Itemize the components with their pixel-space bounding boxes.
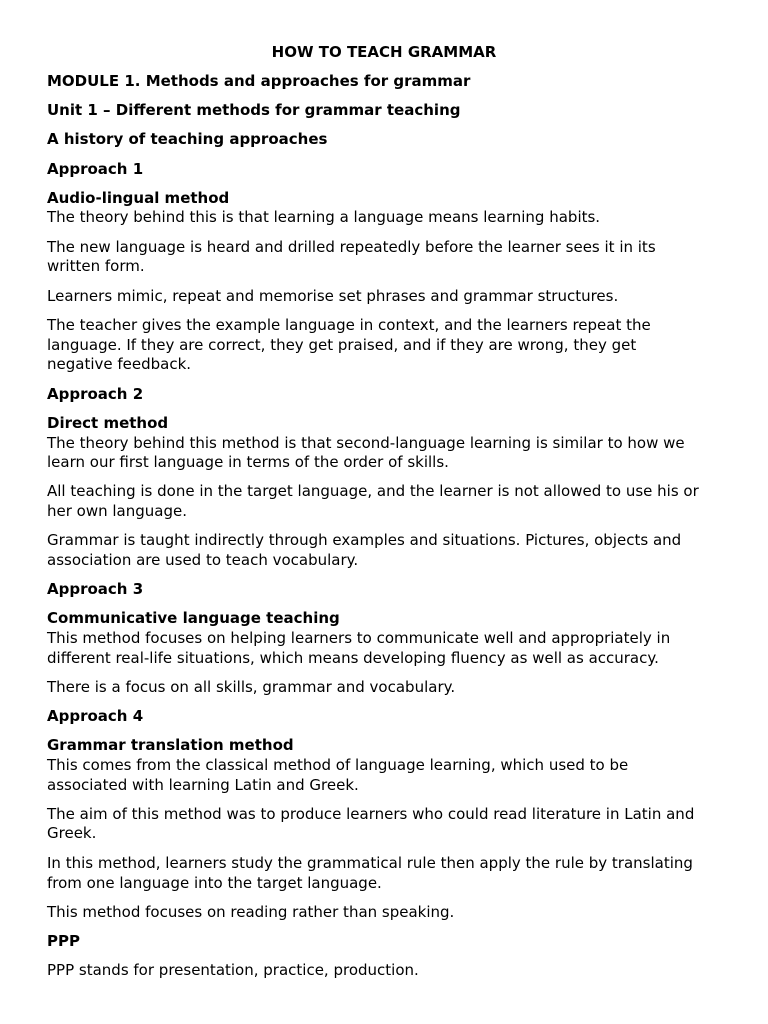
approach-3-label: Approach 3 — [47, 580, 144, 598]
approach-4-name: Grammar translation method — [47, 736, 294, 754]
approach-3-paragraph-2-line: There is a focus on all skills, grammar and vocabulary. — [47, 678, 456, 696]
ppp-paragraph-1-line: PPP stands for presentation, practice, production. — [47, 961, 419, 979]
approach-4-paragraph-2-line: The aim of this method was to produce learners who could read literature in Latin and — [47, 805, 695, 823]
approach-1-paragraph-3-line: Learners mimic, repeat and memorise set phrases and grammar structures. — [47, 287, 619, 305]
approach-2-paragraph-2-line: All teaching is done in the target language, and the learner is not allowed to use his or — [47, 482, 699, 500]
approach-4-paragraph-3-line: In this method, learners study the grammatical rule then apply the rule by translating — [47, 854, 693, 872]
unit-heading: Unit 1 – Different methods for grammar teaching — [47, 101, 461, 119]
approach-3-paragraph-1-line: This method focuses on helping learners to communicate well and appropriately in — [47, 629, 671, 647]
approach-2-paragraph-1-line: learn our first language in terms of the order of skills. — [47, 453, 449, 471]
approach-4-paragraph-1-line: associated with learning Latin and Greek. — [47, 776, 359, 794]
approach-1-name: Audio-lingual method — [47, 189, 230, 207]
approach-1-paragraph-1-line: The theory behind this is that learning a language means learning habits. — [47, 208, 601, 226]
module-heading: MODULE 1. Methods and approaches for grammar — [47, 72, 471, 90]
history-heading: A history of teaching approaches — [47, 130, 328, 148]
approach-1-paragraph-2-line: written form. — [47, 257, 145, 275]
approach-1-paragraph-4-line: negative feedback. — [47, 355, 192, 373]
approach-2-paragraph-1-line: The theory behind this method is that second-language learning is similar to how we — [47, 434, 685, 452]
approach-1-paragraph-2-line: The new language is heard and drilled repeatedly before the learner sees it in its — [47, 238, 656, 256]
approach-4-label: Approach 4 — [47, 707, 144, 725]
approach-1-paragraph-4-line: language. If they are correct, they get praised, and if they are wrong, they get — [47, 336, 637, 354]
ppp-label: PPP — [47, 932, 80, 950]
approach-2-name: Direct method — [47, 414, 169, 432]
approach-2-paragraph-2-line: her own language. — [47, 502, 187, 520]
approach-1-label: Approach 1 — [47, 160, 144, 178]
approach-4-paragraph-3-line: from one language into the target language. — [47, 874, 382, 892]
approach-4-paragraph-2-line: Greek. — [47, 824, 97, 842]
approach-2-paragraph-3-line: association are used to teach vocabulary. — [47, 551, 359, 569]
approach-3-name: Communicative language teaching — [47, 609, 340, 627]
approach-2-label: Approach 2 — [47, 385, 144, 403]
approach-1-paragraph-4-line: The teacher gives the example language in context, and the learners repeat the — [47, 316, 651, 334]
document-title: HOW TO TEACH GRAMMAR — [271, 43, 497, 61]
approach-4-paragraph-4-line: This method focuses on reading rather than speaking. — [47, 903, 455, 921]
approach-2-paragraph-3-line: Grammar is taught indirectly through examples and situations. Pictures, objects and — [47, 531, 682, 549]
approach-4-paragraph-1-line: This comes from the classical method of language learning, which used to be — [47, 756, 629, 774]
approach-3-paragraph-1-line: different real-life situations, which means developing fluency as well as accuracy. — [47, 649, 659, 667]
